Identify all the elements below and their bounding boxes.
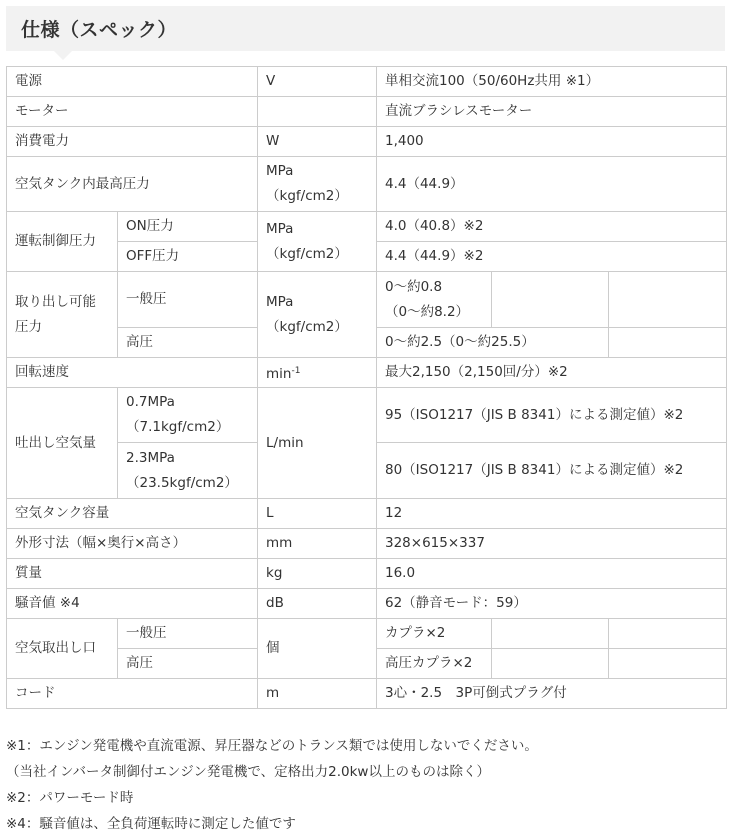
row-label: 空気タンク容量 [7, 499, 258, 529]
row-unit [258, 272, 377, 358]
empty-cell [492, 619, 609, 649]
table-row-power [7, 67, 727, 97]
table-row-cord [7, 679, 727, 709]
row-unit: L [258, 499, 377, 529]
row-value: 4.0（40.8）※2 [377, 212, 727, 242]
row-label: 運転制御圧力 [7, 212, 118, 272]
value-line-2: （0～約8.2） [385, 303, 470, 320]
row-unit: m [258, 679, 377, 709]
unit-line-1: MPa [266, 293, 294, 310]
row-unit: W [258, 127, 377, 157]
table-row-motor [7, 97, 727, 127]
row-value: 4.4（44.9） [377, 157, 727, 212]
row-sublabel: ON圧力 [118, 212, 258, 242]
table-row-tank [7, 499, 727, 529]
row-value: 0～約2.5（0～約25.5） [377, 328, 609, 358]
empty-cell [609, 272, 727, 328]
footnote-2: ※2：パワーモード時 [6, 790, 134, 806]
row-sublabel: 一般圧 [118, 272, 258, 328]
spec-table [6, 66, 727, 709]
footnote-1-sub: （当社インバータ制御付エンジン発電機で、定格出力2.0kw以上のものは除く） [6, 764, 490, 780]
unit-line-1: MPa [266, 163, 294, 179]
row-label: モーター [7, 97, 258, 127]
empty-cell [492, 272, 609, 328]
cond-line-1: 2.3MPa [126, 449, 175, 466]
empty-cell [609, 328, 727, 358]
row-value: カプラ×2 [377, 619, 492, 649]
row-label: 質量 [7, 559, 258, 589]
row-label: 消費電力 [7, 127, 258, 157]
row-sublabel [118, 443, 258, 499]
footnote-4: ※4：騒音値は、全負荷運転時に測定した値です [6, 816, 296, 832]
row-value: 1,400 [377, 127, 727, 157]
empty-cell [609, 649, 727, 679]
unit-line-1: MPa [266, 220, 294, 237]
row-sublabel: 高圧 [118, 328, 258, 358]
row-unit [258, 157, 377, 212]
row-label: 空気取出し口 [7, 619, 118, 679]
row-unit [258, 97, 377, 127]
label-line-1: 取り出し可能 [15, 293, 96, 310]
row-sublabel [118, 388, 258, 443]
row-value: 4.4（44.9）※2 [377, 242, 727, 272]
row-value: 単相交流100（50/60Hz共用 ※1） [377, 67, 727, 97]
row-value: 12 [377, 499, 727, 529]
table-row-mass [7, 559, 727, 589]
spec-section-header [6, 6, 725, 51]
row-unit: $\min^{-1}$ [258, 358, 377, 388]
row-label: 電源 [7, 67, 258, 97]
row-sublabel: OFF圧力 [118, 242, 258, 272]
unit-line-2: （kgf/cm2） [266, 245, 348, 262]
unit-line-2: （kgf/cm2） [266, 318, 348, 335]
row-label: 回転速度 [7, 358, 258, 388]
row-value: 80（ISO1217（JIS B 8341）による測定値）※2 [377, 443, 727, 499]
row-value: 16.0 [377, 559, 727, 589]
row-sublabel: 高圧 [118, 649, 258, 679]
table-row-consumption [7, 127, 727, 157]
table-row-rotation [7, 358, 727, 388]
table-row-outlet-general [7, 619, 727, 649]
empty-cell [609, 619, 727, 649]
row-value: 328×615×337 [377, 529, 727, 559]
value-line-1: 0～約0.8 [385, 278, 443, 295]
row-value: 3心・2.5 3P可倒式プラグ付 [377, 679, 727, 709]
row-unit: kg [258, 559, 377, 589]
footnote-1: ※1：エンジン発電機や直流電源、昇圧器などのトランス類では使用しないでください。 [6, 738, 538, 754]
row-value: 62（静音モード：59） [377, 589, 727, 619]
cond-line-2: （23.5kgf/cm2） [126, 474, 238, 491]
empty-cell [492, 649, 609, 679]
table-row-output-general [7, 272, 727, 328]
unit-superscript: -1 [291, 365, 301, 376]
table-row-discharge-1 [7, 388, 727, 443]
cond-line-1: 0.7MPa [126, 394, 175, 410]
table-row-dimensions [7, 529, 727, 559]
label-line-2: 圧力 [15, 318, 42, 335]
unit-line-2: （kgf/cm2） [266, 188, 348, 204]
row-label: 吐出し空気量 [7, 388, 118, 499]
row-label: 空気タンク内最高圧力 [7, 157, 258, 212]
cond-line-2: （7.1kgf/cm2） [126, 419, 230, 435]
row-label: 外形寸法（幅×奥行×高さ） [7, 529, 258, 559]
row-label: コード [7, 679, 258, 709]
table-row-noise [7, 589, 727, 619]
row-unit: mm [258, 529, 377, 559]
section-title: 仕様（スペック） [21, 19, 178, 41]
row-unit: V [258, 67, 377, 97]
row-value: 最大2,150（2,150回/分）※2 [377, 358, 727, 388]
row-value: 直流ブラシレスモーター [377, 97, 727, 127]
table-row-control-on [7, 212, 727, 242]
header-pointer-icon [54, 51, 72, 60]
row-value: 95（ISO1217（JIS B 8341）による測定値）※2 [377, 388, 727, 443]
row-label: 騒音値 ※4 [7, 589, 258, 619]
row-value: 高圧カプラ×2 [377, 649, 492, 679]
row-label [7, 272, 118, 358]
row-value [377, 272, 492, 328]
row-unit: L/min [258, 388, 377, 499]
row-unit: dB [258, 589, 377, 619]
row-unit [258, 212, 377, 272]
table-row-max-pressure [7, 157, 727, 212]
row-sublabel: 一般圧 [118, 619, 258, 649]
row-unit: 個 [258, 619, 377, 679]
